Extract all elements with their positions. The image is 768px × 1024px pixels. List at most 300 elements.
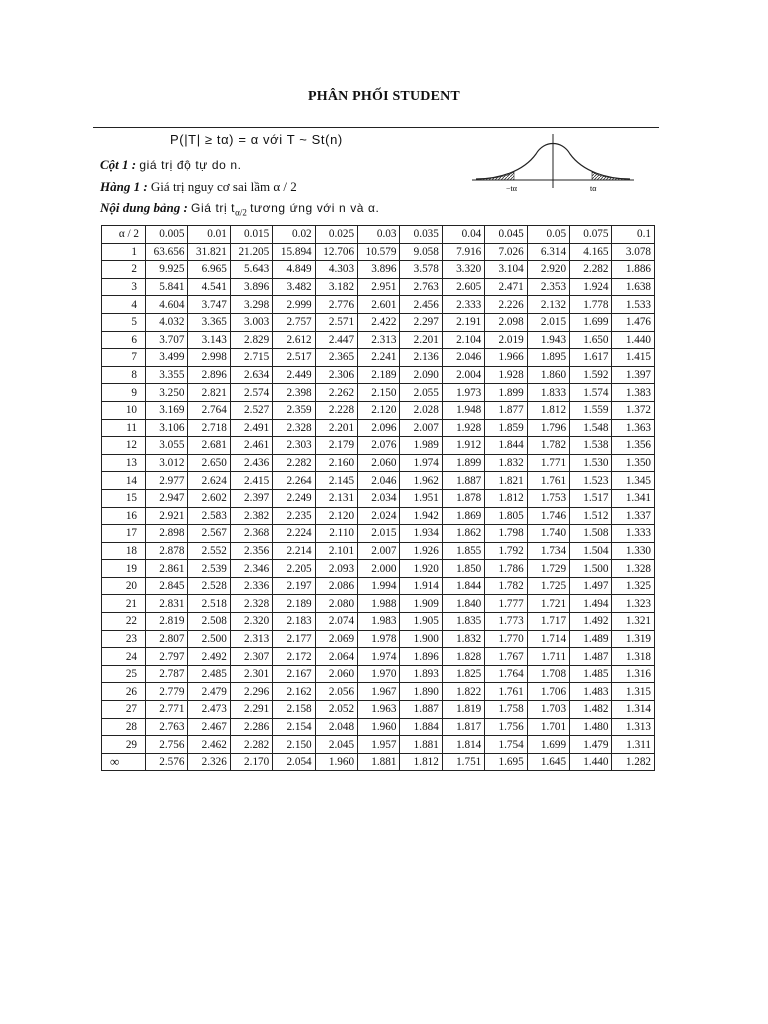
table-row xyxy=(102,331,655,349)
critical-value-cell: 9.058 xyxy=(400,243,442,261)
critical-value-cell: 1.761 xyxy=(485,683,527,701)
critical-value-cell: 2.574 xyxy=(230,384,272,402)
critical-value-cell: 2.779 xyxy=(146,683,188,701)
critical-value-cell: 1.877 xyxy=(485,401,527,419)
critical-value-cell: 3.104 xyxy=(485,261,527,279)
critical-value-cell: 2.807 xyxy=(146,630,188,648)
critical-value-cell: 1.645 xyxy=(527,753,569,771)
critical-value-cell: 1.926 xyxy=(400,542,442,560)
alpha-header: 0.04 xyxy=(442,226,484,244)
critical-value-cell: 2.226 xyxy=(485,296,527,314)
critical-value-cell: 2.571 xyxy=(315,313,357,331)
critical-value-cell: 2.624 xyxy=(188,472,230,490)
critical-value-cell: 3.320 xyxy=(442,261,484,279)
alpha-header: 0.035 xyxy=(400,226,442,244)
degrees-of-freedom-cell: 22 xyxy=(102,613,146,631)
critical-value-cell: 1.963 xyxy=(358,701,400,719)
critical-value-cell: 2.601 xyxy=(358,296,400,314)
critical-value-cell: 2.356 xyxy=(230,542,272,560)
critical-value-cell: 3.250 xyxy=(146,384,188,402)
critical-value-cell: 2.313 xyxy=(230,630,272,648)
critical-value-cell: 1.751 xyxy=(442,753,484,771)
critical-value-cell: 2.007 xyxy=(400,419,442,437)
critical-value-cell: 2.763 xyxy=(146,718,188,736)
critical-value-cell: 1.328 xyxy=(612,560,655,578)
critical-value-cell: 1.372 xyxy=(612,401,655,419)
critical-value-cell: 1.725 xyxy=(527,577,569,595)
critical-value-cell: 2.214 xyxy=(273,542,315,560)
critical-value-cell: 2.056 xyxy=(315,683,357,701)
degrees-of-freedom-cell: 10 xyxy=(102,401,146,419)
critical-value-cell: 1.989 xyxy=(400,437,442,455)
critical-value-cell: 1.699 xyxy=(570,313,612,331)
table-row xyxy=(102,542,655,560)
table-row xyxy=(102,366,655,384)
critical-value-cell: 1.860 xyxy=(527,366,569,384)
critical-value-cell: 1.786 xyxy=(485,560,527,578)
critical-value-cell: 1.805 xyxy=(485,507,527,525)
critical-value-cell: 2.527 xyxy=(230,401,272,419)
critical-value-cell: 1.855 xyxy=(442,542,484,560)
critical-value-cell: 1.345 xyxy=(612,472,655,490)
critical-value-cell: 1.721 xyxy=(527,595,569,613)
left-critical-label: −tα xyxy=(506,184,517,193)
critical-value-cell: 63.656 xyxy=(146,243,188,261)
table-row xyxy=(102,560,655,578)
critical-value-cell: 2.492 xyxy=(188,648,230,666)
critical-value-cell: 2.235 xyxy=(273,507,315,525)
info-column-1-text: giá trị độ tự do n. xyxy=(139,158,242,172)
critical-value-cell: 1.767 xyxy=(485,648,527,666)
table-row xyxy=(102,313,655,331)
critical-value-cell: 1.319 xyxy=(612,630,655,648)
critical-value-cell: 1.812 xyxy=(485,489,527,507)
table-row xyxy=(102,701,655,719)
critical-value-cell: 6.314 xyxy=(527,243,569,261)
critical-value-cell: 1.734 xyxy=(527,542,569,560)
critical-value-cell: 2.500 xyxy=(188,630,230,648)
critical-value-cell: 1.321 xyxy=(612,613,655,631)
degrees-of-freedom-cell: 3 xyxy=(102,278,146,296)
critical-value-cell: 1.962 xyxy=(400,472,442,490)
critical-value-cell: 1.951 xyxy=(400,489,442,507)
critical-value-cell: 2.776 xyxy=(315,296,357,314)
critical-value-cell: 2.365 xyxy=(315,349,357,367)
critical-value-cell: 1.948 xyxy=(442,401,484,419)
info-content-text-b: tương ứng với n và α. xyxy=(250,201,380,215)
critical-value-cell: 2.878 xyxy=(146,542,188,560)
critical-value-cell: 1.492 xyxy=(570,613,612,631)
critical-value-cell: 3.078 xyxy=(612,243,655,261)
critical-value-cell: 2.297 xyxy=(400,313,442,331)
table-header-row xyxy=(102,226,655,244)
critical-value-cell: 2.076 xyxy=(358,437,400,455)
critical-value-cell: 1.638 xyxy=(612,278,655,296)
table-row xyxy=(102,525,655,543)
critical-value-cell: 1.489 xyxy=(570,630,612,648)
critical-value-cell: 2.821 xyxy=(188,384,230,402)
info-content xyxy=(100,200,379,218)
table-row xyxy=(102,613,655,631)
critical-value-cell: 2.019 xyxy=(485,331,527,349)
critical-value-cell: 2.096 xyxy=(358,419,400,437)
critical-value-cell: 1.695 xyxy=(485,753,527,771)
critical-value-cell: 1.792 xyxy=(485,542,527,560)
critical-value-cell: 1.397 xyxy=(612,366,655,384)
critical-value-cell: 2.282 xyxy=(230,736,272,754)
critical-value-cell: 1.782 xyxy=(527,437,569,455)
degrees-of-freedom-cell: 19 xyxy=(102,560,146,578)
table-row xyxy=(102,630,655,648)
critical-value-cell: 2.898 xyxy=(146,525,188,543)
critical-value-cell: 2.479 xyxy=(188,683,230,701)
critical-value-cell: 1.500 xyxy=(570,560,612,578)
critical-value-cell: 2.605 xyxy=(442,278,484,296)
degrees-of-freedom-cell: 12 xyxy=(102,437,146,455)
critical-value-cell: 2.228 xyxy=(315,401,357,419)
critical-value-cell: 2.508 xyxy=(188,613,230,631)
critical-value-cell: 1.761 xyxy=(527,472,569,490)
critical-value-cell: 2.205 xyxy=(273,560,315,578)
critical-value-cell: 2.763 xyxy=(400,278,442,296)
critical-value-cell: 2.120 xyxy=(358,401,400,419)
critical-value-cell: 1.480 xyxy=(570,718,612,736)
critical-value-cell: 2.764 xyxy=(188,401,230,419)
critical-value-cell: 1.957 xyxy=(358,736,400,754)
critical-value-cell: 4.303 xyxy=(315,261,357,279)
critical-value-cell: 1.717 xyxy=(527,613,569,631)
critical-value-cell: 1.714 xyxy=(527,630,569,648)
critical-value-cell: 1.983 xyxy=(358,613,400,631)
critical-value-cell: 2.397 xyxy=(230,489,272,507)
critical-value-cell: 1.318 xyxy=(612,648,655,666)
critical-value-cell: 2.539 xyxy=(188,560,230,578)
critical-value-cell: 2.650 xyxy=(188,454,230,472)
critical-value-cell: 5.643 xyxy=(230,261,272,279)
degrees-of-freedom-cell: ∞ xyxy=(102,753,146,771)
critical-value-cell: 2.583 xyxy=(188,507,230,525)
alpha-header: 0.015 xyxy=(230,226,272,244)
critical-value-cell: 2.787 xyxy=(146,665,188,683)
critical-value-cell: 2.328 xyxy=(273,419,315,437)
critical-value-cell: 2.528 xyxy=(188,577,230,595)
critical-value-cell: 2.336 xyxy=(230,577,272,595)
critical-value-cell: 1.994 xyxy=(358,577,400,595)
table-row xyxy=(102,296,655,314)
critical-value-cell: 1.934 xyxy=(400,525,442,543)
critical-value-cell: 1.844 xyxy=(485,437,527,455)
critical-value-cell: 12.706 xyxy=(315,243,357,261)
critical-value-cell: 1.819 xyxy=(442,701,484,719)
page-title: PHÂN PHỐI STUDENT xyxy=(308,89,460,104)
critical-value-cell: 1.773 xyxy=(485,613,527,631)
critical-value-cell: 2.197 xyxy=(273,577,315,595)
critical-value-cell: 1.886 xyxy=(612,261,655,279)
table-row xyxy=(102,665,655,683)
critical-value-cell: 1.822 xyxy=(442,683,484,701)
critical-value-cell: 2.179 xyxy=(315,437,357,455)
critical-value-cell: 2.160 xyxy=(315,454,357,472)
critical-value-cell: 2.518 xyxy=(188,595,230,613)
degrees-of-freedom-cell: 15 xyxy=(102,489,146,507)
critical-value-cell: 1.782 xyxy=(485,577,527,595)
critical-value-cell: 2.999 xyxy=(273,296,315,314)
table-row xyxy=(102,384,655,402)
table-body xyxy=(102,243,655,771)
critical-value-cell: 2.303 xyxy=(273,437,315,455)
critical-value-cell: 3.355 xyxy=(146,366,188,384)
critical-value-cell: 2.829 xyxy=(230,331,272,349)
critical-value-cell: 2.004 xyxy=(442,366,484,384)
table-row xyxy=(102,489,655,507)
critical-value-cell: 2.286 xyxy=(230,718,272,736)
critical-value-cell: 2.382 xyxy=(230,507,272,525)
critical-value-cell: 2.756 xyxy=(146,736,188,754)
critical-value-cell: 1.771 xyxy=(527,454,569,472)
degrees-of-freedom-cell: 16 xyxy=(102,507,146,525)
critical-value-cell: 2.831 xyxy=(146,595,188,613)
critical-value-cell: 2.998 xyxy=(188,349,230,367)
critical-value-cell: 1.770 xyxy=(485,630,527,648)
critical-value-cell: 2.320 xyxy=(230,613,272,631)
critical-value-cell: 4.541 xyxy=(188,278,230,296)
critical-value-cell: 2.046 xyxy=(358,472,400,490)
critical-value-cell: 1.924 xyxy=(570,278,612,296)
critical-value-cell: 2.024 xyxy=(358,507,400,525)
critical-value-cell: 2.262 xyxy=(315,384,357,402)
critical-value-cell: 1.862 xyxy=(442,525,484,543)
critical-value-cell: 2.060 xyxy=(358,454,400,472)
table-row xyxy=(102,753,655,771)
critical-value-cell: 1.356 xyxy=(612,437,655,455)
critical-value-cell: 1.729 xyxy=(527,560,569,578)
critical-value-cell: 2.136 xyxy=(400,349,442,367)
critical-value-cell: 1.928 xyxy=(442,419,484,437)
critical-value-cell: 1.840 xyxy=(442,595,484,613)
critical-value-cell: 1.832 xyxy=(485,454,527,472)
degrees-of-freedom-cell: 8 xyxy=(102,366,146,384)
student-t-table xyxy=(101,225,655,771)
critical-value-cell: 2.167 xyxy=(273,665,315,683)
critical-value-cell: 1.315 xyxy=(612,683,655,701)
critical-value-cell: 3.365 xyxy=(188,313,230,331)
critical-value-cell: 2.517 xyxy=(273,349,315,367)
critical-value-cell: 2.491 xyxy=(230,419,272,437)
critical-value-cell: 2.471 xyxy=(485,278,527,296)
critical-value-cell: 1.325 xyxy=(612,577,655,595)
critical-value-cell: 1.415 xyxy=(612,349,655,367)
critical-value-cell: 2.306 xyxy=(315,366,357,384)
critical-value-cell: 2.449 xyxy=(273,366,315,384)
critical-value-cell: 1.512 xyxy=(570,507,612,525)
critical-value-cell: 2.224 xyxy=(273,525,315,543)
critical-value-cell: 2.920 xyxy=(527,261,569,279)
critical-value-cell: 1.740 xyxy=(527,525,569,543)
critical-value-cell: 3.896 xyxy=(358,261,400,279)
critical-value-cell: 2.346 xyxy=(230,560,272,578)
critical-value-cell: 1.778 xyxy=(570,296,612,314)
critical-value-cell: 1.753 xyxy=(527,489,569,507)
critical-value-cell: 1.899 xyxy=(442,454,484,472)
alpha-header: 0.1 xyxy=(612,226,655,244)
degrees-of-freedom-cell: 9 xyxy=(102,384,146,402)
critical-value-cell: 3.747 xyxy=(188,296,230,314)
alpha-header: 0.02 xyxy=(273,226,315,244)
critical-value-cell: 2.069 xyxy=(315,630,357,648)
table-row xyxy=(102,718,655,736)
alpha-header: 0.045 xyxy=(485,226,527,244)
critical-value-cell: 2.896 xyxy=(188,366,230,384)
critical-value-cell: 2.093 xyxy=(315,560,357,578)
info-row-1 xyxy=(100,179,297,195)
degrees-of-freedom-cell: 24 xyxy=(102,648,146,666)
critical-value-cell: 2.462 xyxy=(188,736,230,754)
critical-value-cell: 1.905 xyxy=(400,613,442,631)
critical-value-cell: 1.887 xyxy=(442,472,484,490)
critical-value-cell: 2.055 xyxy=(400,384,442,402)
critical-value-cell: 1.850 xyxy=(442,560,484,578)
critical-value-cell: 1.316 xyxy=(612,665,655,683)
critical-value-cell: 2.110 xyxy=(315,525,357,543)
critical-value-cell: 1.960 xyxy=(315,753,357,771)
table-row xyxy=(102,595,655,613)
critical-value-cell: 2.296 xyxy=(230,683,272,701)
critical-value-cell: 3.055 xyxy=(146,437,188,455)
critical-value-cell: 2.162 xyxy=(273,683,315,701)
degrees-of-freedom-cell: 6 xyxy=(102,331,146,349)
critical-value-cell: 2.634 xyxy=(230,366,272,384)
critical-value-cell: 1.313 xyxy=(612,718,655,736)
critical-value-cell: 1.746 xyxy=(527,507,569,525)
critical-value-cell: 2.422 xyxy=(358,313,400,331)
critical-value-cell: 1.314 xyxy=(612,701,655,719)
table-row xyxy=(102,437,655,455)
degrees-of-freedom-cell: 21 xyxy=(102,595,146,613)
critical-value-cell: 15.894 xyxy=(273,243,315,261)
critical-value-cell: 1.988 xyxy=(358,595,400,613)
critical-value-cell: 1.777 xyxy=(485,595,527,613)
critical-value-cell: 2.861 xyxy=(146,560,188,578)
critical-value-cell: 2.154 xyxy=(273,718,315,736)
critical-value-cell: 2.353 xyxy=(527,278,569,296)
critical-value-cell: 1.756 xyxy=(485,718,527,736)
table-corner-label: α / 2 xyxy=(102,226,146,244)
critical-value-cell: 2.060 xyxy=(315,665,357,683)
table-row xyxy=(102,472,655,490)
critical-value-cell: 2.241 xyxy=(358,349,400,367)
table-row xyxy=(102,401,655,419)
critical-value-cell: 1.482 xyxy=(570,701,612,719)
critical-value-cell: 2.485 xyxy=(188,665,230,683)
degrees-of-freedom-cell: 23 xyxy=(102,630,146,648)
critical-value-cell: 2.150 xyxy=(358,384,400,402)
critical-value-cell: 1.494 xyxy=(570,595,612,613)
info-content-text-a: Giá trị t xyxy=(191,201,236,215)
critical-value-cell: 3.499 xyxy=(146,349,188,367)
critical-value-cell: 1.617 xyxy=(570,349,612,367)
critical-value-cell: 3.169 xyxy=(146,401,188,419)
critical-value-cell: 1.538 xyxy=(570,437,612,455)
critical-value-cell: 1.592 xyxy=(570,366,612,384)
critical-value-cell: 1.974 xyxy=(358,648,400,666)
critical-value-cell: 2.074 xyxy=(315,613,357,631)
critical-value-cell: 2.473 xyxy=(188,701,230,719)
critical-value-cell: 2.282 xyxy=(273,454,315,472)
alpha-header: 0.075 xyxy=(570,226,612,244)
distribution-curve-diagram xyxy=(468,132,638,202)
critical-value-cell: 1.440 xyxy=(612,331,655,349)
critical-value-cell: 2.052 xyxy=(315,701,357,719)
critical-value-cell: 1.900 xyxy=(400,630,442,648)
critical-value-cell: 2.282 xyxy=(570,261,612,279)
critical-value-cell: 9.925 xyxy=(146,261,188,279)
critical-value-cell: 1.899 xyxy=(485,384,527,402)
critical-value-cell: 1.967 xyxy=(358,683,400,701)
critical-value-cell: 2.048 xyxy=(315,718,357,736)
critical-value-cell: 1.699 xyxy=(527,736,569,754)
critical-value-cell: 2.028 xyxy=(400,401,442,419)
critical-value-cell: 2.757 xyxy=(273,313,315,331)
info-column-1-label: Cột 1 : xyxy=(100,157,137,172)
critical-value-cell: 1.337 xyxy=(612,507,655,525)
critical-value-cell: 2.145 xyxy=(315,472,357,490)
critical-value-cell: 2.150 xyxy=(273,736,315,754)
critical-value-cell: 2.797 xyxy=(146,648,188,666)
critical-value-cell: 2.034 xyxy=(358,489,400,507)
critical-value-cell: 2.120 xyxy=(315,507,357,525)
critical-value-cell: 7.026 xyxy=(485,243,527,261)
critical-value-cell: 1.483 xyxy=(570,683,612,701)
degrees-of-freedom-cell: 17 xyxy=(102,525,146,543)
right-critical-label: tα xyxy=(590,184,597,193)
critical-value-cell: 5.841 xyxy=(146,278,188,296)
critical-value-cell: 2.189 xyxy=(358,366,400,384)
critical-value-cell: 1.812 xyxy=(400,753,442,771)
critical-value-cell: 1.485 xyxy=(570,665,612,683)
critical-value-cell: 1.978 xyxy=(358,630,400,648)
critical-value-cell: 1.530 xyxy=(570,454,612,472)
critical-value-cell: 1.282 xyxy=(612,753,655,771)
critical-value-cell: 1.333 xyxy=(612,525,655,543)
critical-value-cell: 1.844 xyxy=(442,577,484,595)
table-row xyxy=(102,648,655,666)
critical-value-cell: 31.821 xyxy=(188,243,230,261)
critical-value-cell: 1.330 xyxy=(612,542,655,560)
critical-value-cell: 2.552 xyxy=(188,542,230,560)
critical-value-cell: 10.579 xyxy=(358,243,400,261)
critical-value-cell: 1.497 xyxy=(570,577,612,595)
critical-value-cell: 1.701 xyxy=(527,718,569,736)
critical-value-cell: 3.182 xyxy=(315,278,357,296)
critical-value-cell: 1.943 xyxy=(527,331,569,349)
critical-value-cell: 2.264 xyxy=(273,472,315,490)
critical-value-cell: 1.476 xyxy=(612,313,655,331)
critical-value-cell: 2.131 xyxy=(315,489,357,507)
critical-value-cell: 2.064 xyxy=(315,648,357,666)
degrees-of-freedom-cell: 20 xyxy=(102,577,146,595)
critical-value-cell: 3.003 xyxy=(230,313,272,331)
critical-value-cell: 1.708 xyxy=(527,665,569,683)
critical-value-cell: 2.015 xyxy=(358,525,400,543)
critical-value-cell: 1.559 xyxy=(570,401,612,419)
alpha-header: 0.025 xyxy=(315,226,357,244)
critical-value-cell: 1.974 xyxy=(400,454,442,472)
info-row-1-label: Hàng 1 : xyxy=(100,179,148,194)
divider-line xyxy=(93,127,659,128)
table-row xyxy=(102,577,655,595)
critical-value-cell: 2.158 xyxy=(273,701,315,719)
degrees-of-freedom-cell: 27 xyxy=(102,701,146,719)
